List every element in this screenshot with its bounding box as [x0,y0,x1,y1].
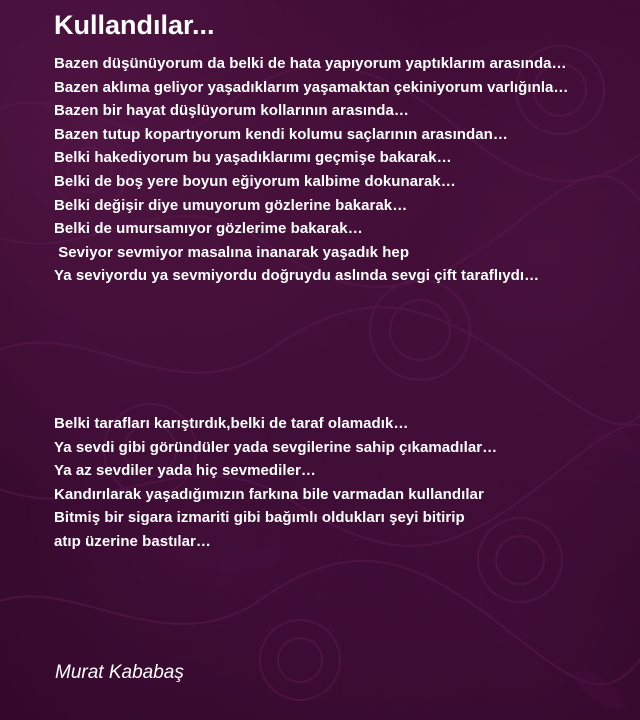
poem-line: atıp üzerine bastılar… [54,532,211,550]
poem-author: Murat Kababaş [55,662,184,683]
poem-line: Belki de umursamıyor gözlerime bakarak… [54,220,363,238]
poem-line: Ya sevdi gibi göründüler yada sevgilerine sahip çıkamadılar… [54,438,498,456]
poem-line: Bazen düşünüyorum da belki de hata yapıyorum yaptıklarım arasında… [54,55,567,72]
poem-stanza-1 [54,52,568,288]
poem-line: Belki hakediyorum bu yaşadıklarımı geçmişe bakarak… [54,149,452,167]
poem-line: Kandırılarak yaşadığımızın farkına bile varmadan kullandılar [54,485,484,503]
poem-line: Belki tarafları karıştırdık,belki de taraf olamadık… [54,415,409,432]
poem-line: Bitmiş bir sigara izmariti gibi bağımlı oldukları şeyi bitirip [54,509,465,527]
poem-line: Belki de boş yere boyun eğiyorum kalbime dokunarak… [54,172,456,190]
poem-line: Bazen tutup kopartıyorum kendi kolumu saçlarının arasından… [54,125,508,143]
poem-line: Seviyor sevmiyor masalına inanarak yaşadık hep [54,243,410,261]
poem-line: Ya az sevdiler yada hiç sevmediler… [54,462,316,480]
poem-title: Kullandılar... [54,10,215,40]
poem-line: Bazen bir hayat düşlüyorum kollarının arasında… [54,102,409,120]
poem-line: Bazen aklıma geliyor yaşadıklarım yaşamaktan çekiniyorum varlığınla… [54,78,569,96]
poem-line: Belki değişir diye umuyorum gözlerine bakarak… [54,196,408,214]
poem-line: Ya seviyordu ya sevmiyordu doğruydu aslında sevgi çift taraflıydı… [54,267,540,285]
poem-stanza-2 [54,412,497,554]
